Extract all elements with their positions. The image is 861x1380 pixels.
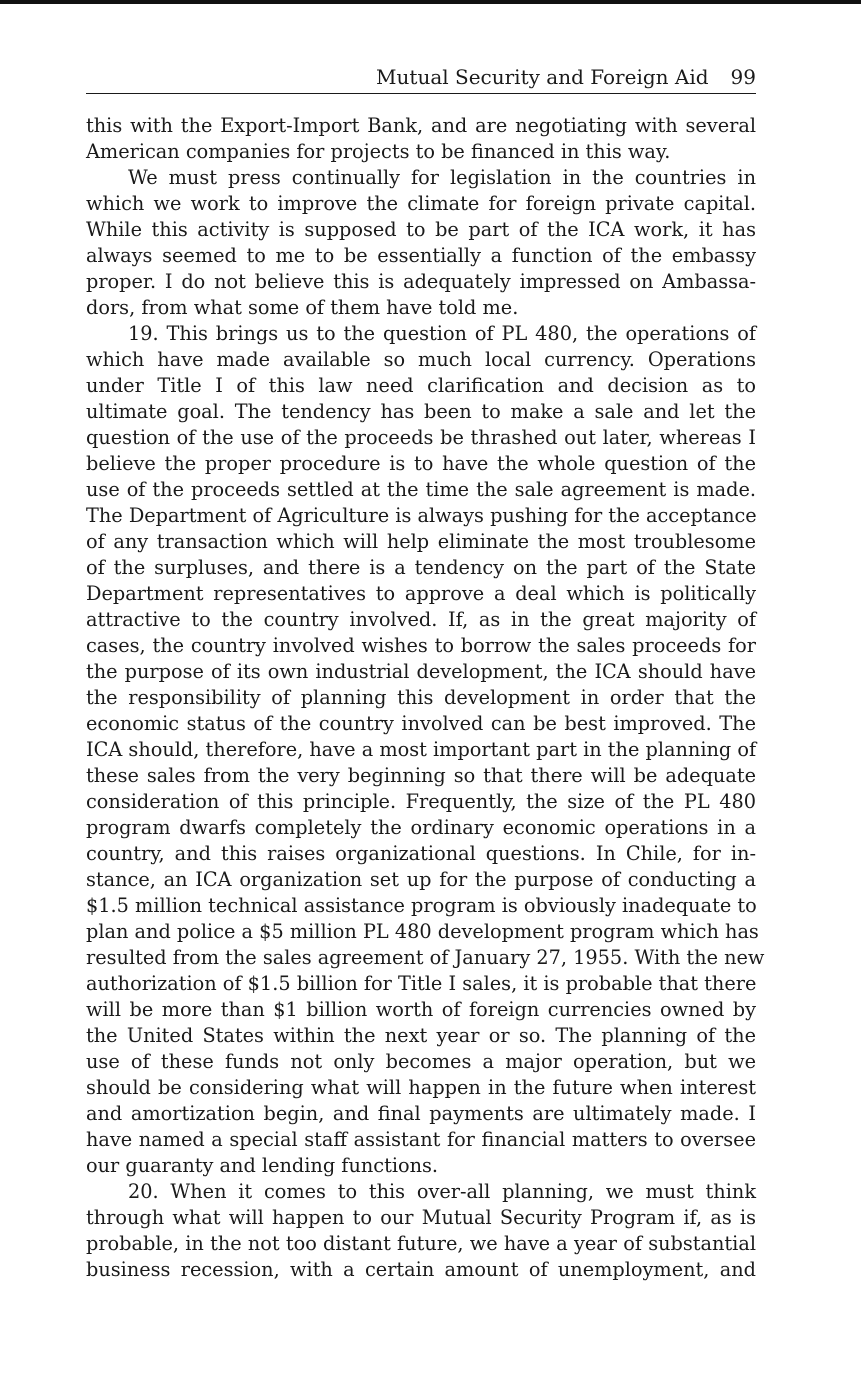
- text-line: American companies for projects to be financed in this way.: [86, 140, 671, 163]
- text-line: under Title I of this law need clarification and decision as to: [86, 374, 756, 397]
- text-line: which we work to improve the climate for foreign private capital.: [86, 192, 756, 215]
- text-line: stance, an ICA organization set up for the purpose of conducting a: [86, 868, 756, 891]
- running-header: [86, 64, 756, 94]
- text-line: plan and police a $5 million PL 480 development program which has: [86, 920, 759, 943]
- top-border-rule: [0, 0, 861, 4]
- text-line: have named a special staff assistant for financial matters to oversee: [86, 1128, 756, 1151]
- text-line: The Department of Agriculture is always pushing for the acceptance: [86, 504, 757, 527]
- text-line: the responsibility of planning this development in order that the: [86, 686, 756, 709]
- text-line: 20. When it comes to this over-all planning, we must think: [128, 1180, 756, 1203]
- text-line: question of the use of the proceeds be thrashed out later, whereas I: [86, 426, 756, 449]
- paragraph-2: [86, 165, 756, 321]
- text-line: and amortization begin, and final payments are ultimately made. I: [86, 1102, 756, 1125]
- text-line: use of the proceeds settled at the time the sale agreement is made.: [86, 478, 756, 501]
- text-line: ICA should, therefore, have a most important part in the planning of: [86, 738, 757, 761]
- body-text: [86, 113, 765, 1283]
- text-line: believe the proper procedure is to have the whole question of the: [86, 452, 756, 475]
- text-line: dors, from what some of them have told me.: [86, 296, 519, 319]
- text-line: We must press continually for legislation in the countries in: [128, 166, 756, 189]
- text-line: the United States within the next year or so. The planning of the: [86, 1024, 756, 1047]
- running-header-title: Mutual Security and Foreign Aid: [376, 65, 709, 89]
- text-line: 19. This brings us to the question of PL 480, the operations of: [128, 322, 756, 345]
- text-line: the purpose of its own industrial development, the ICA should have: [86, 660, 756, 683]
- text-line: resulted from the sales agreement of January 27, 1955. With the new: [86, 946, 765, 969]
- text-line: probable, in the not too distant future, we have a year of substantial: [86, 1232, 756, 1255]
- page-number: 99: [730, 65, 756, 89]
- text-line: these sales from the very beginning so that there will be adequate: [86, 764, 756, 787]
- text-line: While this activity is supposed to be part of the ICA work, it has: [86, 218, 756, 241]
- text-line: will be more than $1 billion worth of foreign currencies owned by: [86, 998, 756, 1021]
- text-line: business recession, with a certain amount of unemployment, and: [86, 1258, 756, 1281]
- text-line: country, and this raises organizational questions. In Chile, for in-: [86, 842, 756, 865]
- text-line: Department representatives to approve a deal which is politically: [86, 582, 756, 605]
- text-line: through what will happen to our Mutual Security Program if, as is: [86, 1206, 756, 1229]
- text-line: of the surpluses, and there is a tendency on the part of the State: [86, 556, 756, 579]
- paragraph-4: [86, 1179, 756, 1283]
- text-line: of any transaction which will help eliminate the most troublesome: [86, 530, 756, 553]
- text-line: cases, the country involved wishes to borrow the sales proceeds for: [86, 634, 756, 657]
- text-line: economic status of the country involved can be best improved. The: [86, 712, 756, 735]
- text-line: ultimate goal. The tendency has been to make a sale and let the: [86, 400, 756, 423]
- text-line: always seemed to me to be essentially a function of the embassy: [86, 244, 756, 267]
- text-line: attractive to the country involved. If, as in the great majority of: [86, 608, 756, 631]
- text-line: our guaranty and lending functions.: [86, 1154, 439, 1177]
- text-line: proper. I do not believe this is adequately impressed on Ambassa-: [86, 270, 756, 293]
- text-line: $1.5 million technical assistance program is obviously inadequate to: [86, 894, 757, 917]
- text-line: use of these funds not only becomes a major operation, but we: [86, 1050, 756, 1073]
- text-line: which have made available so much local currency. Operations: [86, 348, 756, 371]
- text-line: program dwarfs completely the ordinary economic operations in a: [86, 816, 756, 839]
- paragraph-1: [86, 113, 756, 165]
- paragraph-3: [86, 321, 765, 1179]
- text-line: authorization of $1.5 billion for Title I sales, it is probable that there: [86, 972, 757, 995]
- text-line: should be considering what will happen in the future when interest: [86, 1076, 756, 1099]
- text-line: consideration of this principle. Frequently, the size of the PL 480: [86, 790, 756, 813]
- text-line: this with the Export-Import Bank, and are negotiating with several: [86, 114, 756, 137]
